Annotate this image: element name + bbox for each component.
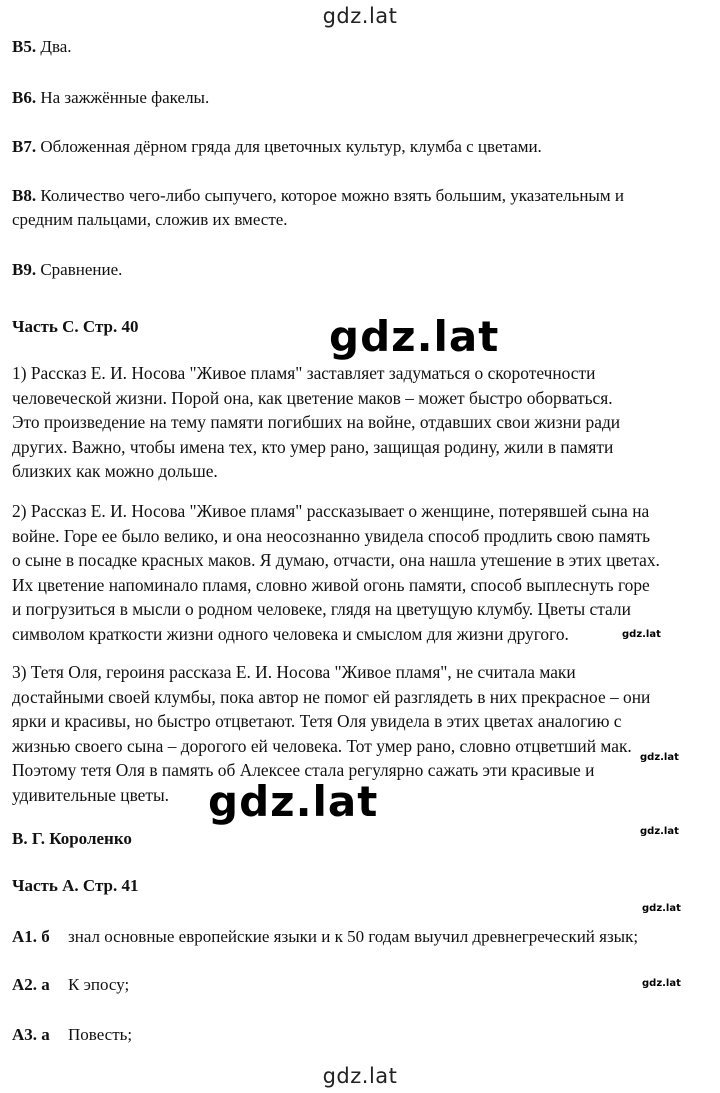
watermark-large-1: gdz.lat <box>329 312 500 361</box>
part-c-heading: Часть С. Стр. 40 <box>12 317 139 336</box>
paragraph-line: символом краткости жизни одного человека и смыслом для жизни другого. <box>12 623 569 644</box>
answer-a1 <box>12 927 638 947</box>
answer-text: Повесть; <box>68 1025 133 1044</box>
paragraph-line: 3) Тетя Оля, героиня рассказа Е. И. Носова "Живое пламя", не считала маки <box>12 662 576 682</box>
paragraph-line: достайными своей клумбы, пока автор не помог ей разглядеть в них прекрасное – они <box>12 686 651 707</box>
paragraph-line: Это произведение на тему памяти погибших на войне, отдавших свои жизни ради <box>12 412 621 432</box>
item-b8-continuation: средним пальцами, сложив их вместе. <box>12 210 288 229</box>
paragraph-line: человеческой жизни. Порой она, как цветение маков – может быстро оборваться. <box>12 387 613 408</box>
item-label: В5. <box>12 37 37 56</box>
part-a-heading: Часть А. Стр. 41 <box>12 876 139 895</box>
item-b5 <box>12 37 72 57</box>
watermark-small: gdz.lat <box>640 752 679 763</box>
answer-label: А1. б <box>12 927 50 946</box>
item-text: Два. <box>40 37 72 56</box>
paragraph-line: и погрузиться в мысли о родном человеке, глядя на цветущую клумбу. Цветы стали <box>12 599 631 619</box>
item-b7 <box>12 137 542 157</box>
watermark-small: gdz.lat <box>622 629 661 640</box>
paragraph-line: удивительные цветы. <box>12 784 170 805</box>
paragraph-line: других. Важно, чтобы имена тех, кто умер рано, защищая родину, жили в памяти <box>12 436 614 457</box>
author-heading: В. Г. Короленко <box>12 829 132 848</box>
paragraph-1 <box>12 361 620 484</box>
paragraph-line: близких как можно дольше. <box>12 461 218 481</box>
watermark-large-2: gdz.lat <box>208 777 379 826</box>
item-b8 <box>12 186 624 206</box>
paragraph-line: Их цветение напоминало пламя, словно живой огонь памяти, способ выплеснуть горе <box>12 574 650 595</box>
paragraph-line: жизнью своего сына – дорогого ей человека. Тот умер рано, словно отцветший мак. <box>12 735 632 756</box>
item-text: Обложенная дёрном гряда для цветочных культур, клумба с цветами. <box>40 137 542 156</box>
paragraph-line: ярки и красивы, но быстро отцветают. Тетя Оля увидела в этих цветах аналогию с <box>12 711 622 731</box>
answer-label: А2. а <box>12 975 50 994</box>
answer-a2 <box>12 975 129 995</box>
item-b6 <box>12 88 209 108</box>
watermark-small: gdz.lat <box>640 826 679 837</box>
item-text: Количество чего-либо сыпучего, которое можно взять большим, указательным и <box>40 186 624 205</box>
paragraph-2 <box>12 499 660 646</box>
item-label: В6. <box>12 88 37 107</box>
paragraph-line: 2) Рассказ Е. И. Носова "Живое пламя" рассказывает о женщине, потерявшей сына на <box>12 501 650 521</box>
watermark-bottom: gdz.lat <box>322 1064 398 1088</box>
paragraph-line: Поэтому тетя Оля в память об Алексее стала регулярно сажать эти красивые и <box>12 760 595 780</box>
paragraph-line: о сыне в посадке красных маков. Я думаю, отчасти, она нашла утешение в этих цветах. <box>12 550 660 570</box>
item-label: В7. <box>12 137 37 156</box>
item-label: В8. <box>12 186 37 205</box>
item-label: В9. <box>12 260 37 279</box>
answer-label: А3. а <box>12 1025 50 1044</box>
watermark-small: gdz.lat <box>642 978 681 989</box>
watermark-small: gdz.lat <box>642 903 681 914</box>
answer-text: знал основные европейские языки и к 50 годам выучил древнегреческий язык; <box>68 927 639 946</box>
paragraph-line: 1) Рассказ Е. И. Носова "Живое пламя" заставляет задуматься о скоротечности <box>12 363 596 383</box>
paragraph-line: войне. Горе ее было велико, и она неосознанно увидела способ продлить свою память <box>12 525 651 546</box>
answer-a3 <box>12 1025 132 1045</box>
item-b9 <box>12 260 122 280</box>
watermark-top: gdz.lat <box>322 4 398 28</box>
item-text: Сравнение. <box>40 260 123 279</box>
answer-text: К эпосу; <box>68 975 130 994</box>
item-text: На зажжённые факелы. <box>40 88 210 107</box>
